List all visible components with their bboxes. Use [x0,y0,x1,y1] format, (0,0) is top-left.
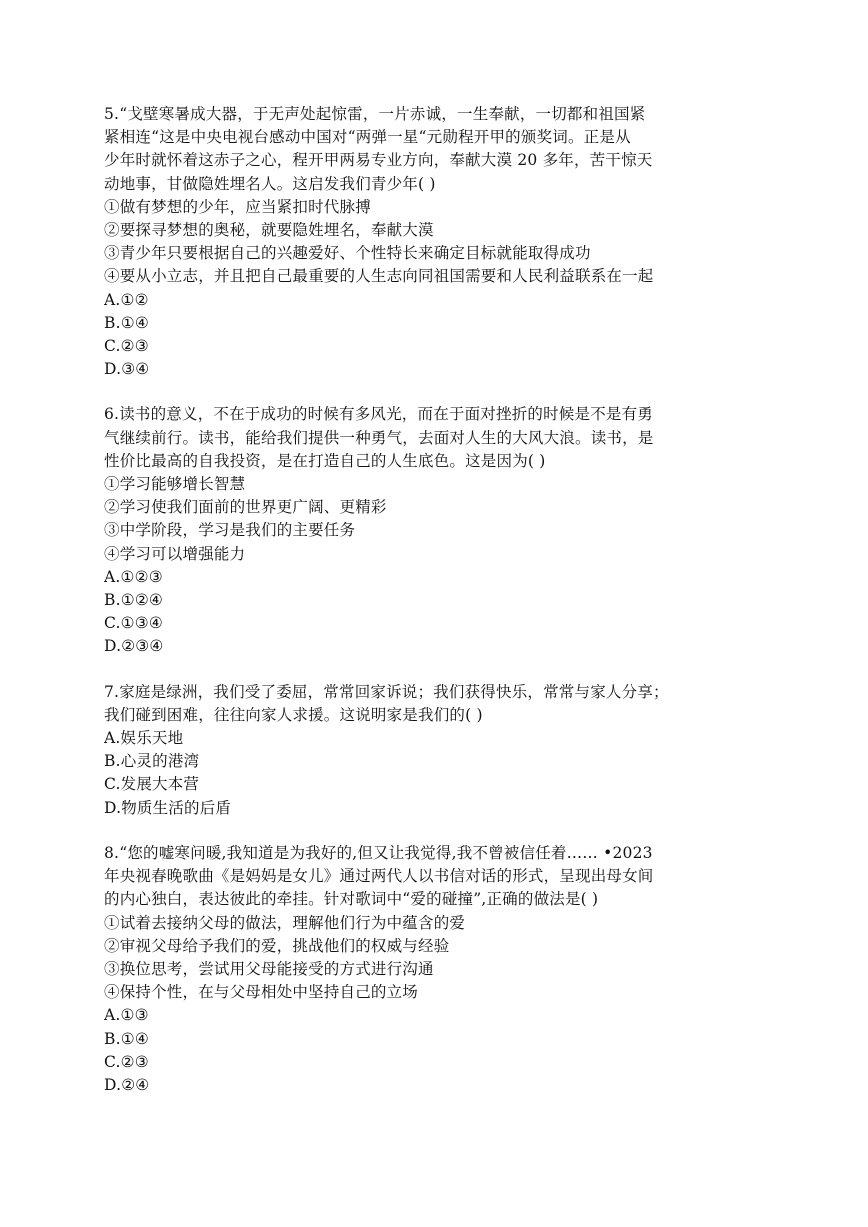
question-7 [104,681,740,820]
stem-line: 的内心独白，表达彼此的牵挂。针对歌词中“爱的碰撞”,正确的做法是( ) [104,890,599,909]
statement-4: ④要从小立志，并且把自己最重要的人生志向同祖国需要和人民利益联系在一起 [104,267,654,286]
statement-1: ①学习能够增长智慧 [104,475,246,494]
stem-line: 我们碰到困难，往往向家人求援。这说明家是我们的( ) [104,705,483,724]
statement-2: ②审视父母给予我们的爱，挑战他们的权威与经验 [104,936,450,955]
stem-line: 动地事，甘做隐姓埋名人。这启发我们青少年( ) [104,174,436,193]
option-c: C.②③ [104,1052,149,1071]
option-a: A.①③ [104,1006,149,1025]
statement-1: ①试着去接纳父母的做法，理解他们行为中蕴含的爱 [104,913,466,932]
statement-2: ②要探寻梦想的奥秘，就要隐姓埋名，奉献大漠 [104,221,434,240]
option-d: D.②③④ [104,637,164,656]
option-c: C.发展大本营 [104,775,200,794]
stem-line: 5.“戈壁寒暑成大器，于无声处起惊雷，一片赤诚，一生奉献，一切都和祖国紧 [104,105,646,123]
stem-line: 紧相连“这是中央电视台感动中国对“两弹一星“元勋程开甲的颁奖词。正是从 [104,128,631,147]
statement-1: ①做有梦想的少年，应当紧扣时代脉搏 [104,197,371,216]
option-c: C.②③ [104,337,149,356]
question-8 [104,842,740,1097]
question-6 [104,403,740,658]
statement-3: ③中学阶段，学习是我们的主要任务 [104,521,356,540]
stem-line: 气继续前行。读书，能给我们提供一种勇气，去面对人生的大风大浪。读书，是 [104,428,654,447]
statement-4: ④学习可以增强能力 [104,544,246,563]
question-stem [104,842,740,912]
stem-line: 8.“您的嘘寒问暖,我知道是为我好的,但又让我觉得,我不曾被信任着…… •2023 [104,843,653,862]
option-d: D.②④ [104,1075,150,1094]
option-a: A.①② [104,290,149,309]
option-a: A.①②③ [104,567,163,586]
document-page [104,103,740,1119]
option-b: B.①④ [104,1029,149,1048]
option-a: A.娱乐天地 [104,729,184,748]
question-stem [104,403,740,473]
option-b: B.①④ [104,313,149,332]
statement-3: ③青少年只要根据自己的兴趣爱好、个性特长来确定目标就能取得成功 [104,244,591,263]
option-b: B.心灵的港湾 [104,752,200,771]
question-5 [104,103,740,381]
statement-4: ④保持个性，在与父母相处中坚持自己的立场 [104,983,419,1002]
question-stem [104,103,740,196]
option-c: C.①③④ [104,614,163,633]
stem-line: 少年时就怀着这赤子之心，程开甲两易专业方向，奉献大漠 20 多年，苦干惊天 [104,151,653,170]
stem-line: 年央视春晚歌曲《是妈妈是女儿》通过两代人以书信对话的形式，呈现出母女间 [104,867,654,886]
option-d: D.物质生活的后盾 [104,798,232,817]
option-d: D.③④ [104,360,150,379]
statement-3: ③换位思考，尝试用父母能接受的方式进行沟通 [104,959,434,978]
stem-line: 性价比最高的自我投资，是在打造自己的人生底色。这是因为( ) [104,451,546,470]
stem-line: 7.家庭是绿洲，我们受了委屈，常常回家诉说；我们获得快乐，常常与家人分享； [104,682,669,701]
question-stem [104,681,740,727]
statement-2: ②学习使我们面前的世界更广阔、更精彩 [104,498,387,517]
option-b: B.①②④ [104,591,164,610]
stem-line: 6.读书的意义，不在于成功的时候有多风光，而在于面对挫折的时候是不是有勇 [104,405,653,424]
